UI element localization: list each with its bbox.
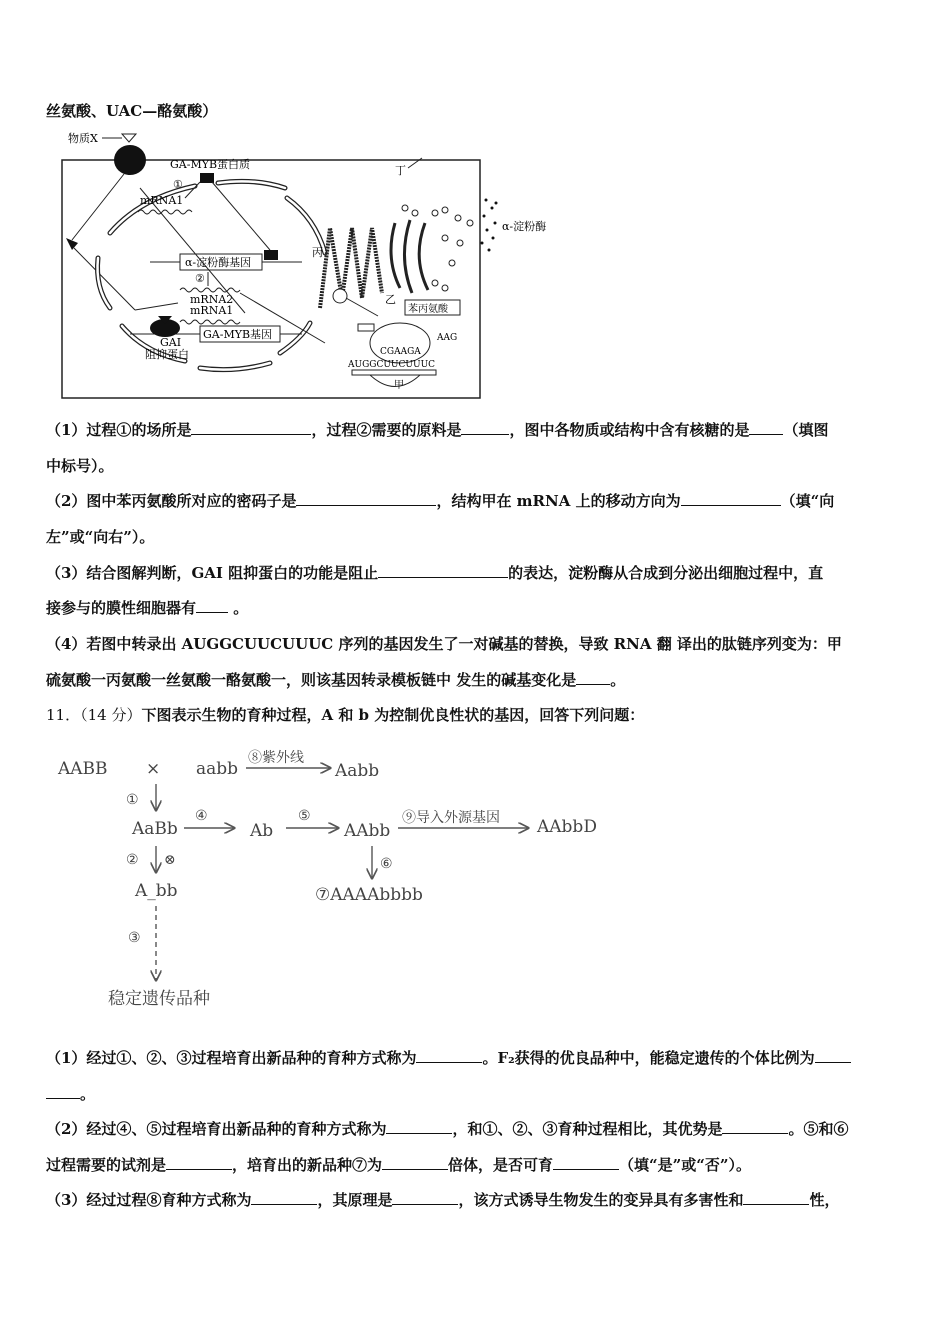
f1-aabb: AaBb — [132, 819, 178, 839]
q11-score: （14 分） — [80, 706, 142, 724]
mrna-sequence-label: AUGGCUUCUUUC — [348, 360, 436, 370]
process-2-label: ② — [195, 272, 205, 285]
tetraploid-aaaabbbb: ⑦AAAAbbbb — [315, 885, 423, 905]
vesicles — [402, 205, 473, 291]
ga-myb-protein-icon — [200, 173, 214, 183]
haploid-ab: Ab — [250, 821, 274, 841]
q10-p2-blank-direction[interactable] — [681, 491, 781, 506]
parent-aabb-recessive: aabb — [196, 759, 239, 779]
repressor-label: 阻抑蛋白 — [145, 348, 189, 361]
q10-part3-line2: 接参与的膜性细胞器有 。 — [46, 599, 249, 617]
q11-part2-line1: （2）经过④、⑤过程培育出新品种的育种方式称为 ，和①、②、③育种过程相比，其优势是 。⑤和⑥ — [46, 1120, 849, 1138]
mrna1-bottom-label: mRNA1 — [190, 304, 234, 317]
step5-label: ⑤ — [298, 808, 311, 824]
step2-label: ② — [126, 852, 139, 868]
q11-p3-blank-method[interactable] — [251, 1190, 317, 1205]
q10-part3-line1: （3）结合图解判断，GAI 阻抑蛋白的功能是阻止 的表达，淀粉酶从合成到分泌出细胞过程中，直 — [46, 564, 824, 582]
q10-p1-blank-ribose[interactable] — [749, 420, 783, 435]
q11-stem-text: 下图表示生物的育种过程，A 和 b 为控制优良性状的基因，回答下列问题： — [141, 706, 645, 724]
step8-uv-label: ⑧紫外线 — [248, 750, 304, 766]
selected-a-bb: A_bb — [135, 881, 178, 901]
q11-p2-blank-reagent[interactable] — [166, 1155, 232, 1170]
yi-label: 乙 — [385, 293, 396, 306]
step4-label: ④ — [195, 808, 208, 824]
amylase-label: α-淀粉酶 — [502, 220, 547, 233]
q10-p1-blank-material[interactable] — [461, 420, 509, 435]
q11-p1-blank-method[interactable] — [416, 1048, 482, 1063]
q11-p1-blank-ratio[interactable] — [815, 1048, 851, 1063]
step9-label: ⑨导入外源基因 — [402, 810, 500, 826]
selfing-icon: ⊗ — [164, 852, 176, 868]
q10-part2-line1: （2）图中苯丙氨酸所对应的密码子是 ，结构甲在 mRNA 上的移动方向为 （填“向 — [46, 492, 835, 510]
q11-stem — [46, 705, 644, 725]
substance-x-triangle-icon — [122, 134, 136, 142]
q10-p1-blank-site[interactable] — [191, 420, 311, 435]
amylase-gene-label: α-淀粉酶基因 — [185, 256, 252, 269]
q11-part2-line2: 过程需要的试剂是 ，培育出的新品种⑦为 倍体，是否可育 （填“是”或“否”）。 — [46, 1156, 752, 1174]
jia-label: 甲 — [394, 380, 404, 391]
q11-part1-line2: 。 — [46, 1084, 95, 1104]
mrna2-label: mRNA2 — [190, 293, 234, 306]
ding-label: 丁 — [395, 164, 406, 177]
mrna1-top-label: mRNA1 — [140, 194, 184, 207]
substance-x-label: 物质X — [68, 132, 98, 145]
er-structure — [320, 228, 382, 308]
step3-label: ③ — [128, 930, 141, 946]
ga-myb-gene-label: GA-MYB基因 — [203, 328, 273, 341]
bing-label: 丙 — [312, 246, 323, 259]
parent-aabb-dominant: AABB — [58, 759, 108, 779]
step1-label: ① — [126, 792, 139, 808]
phenylalanine-label: 苯丙氨酸 — [408, 304, 448, 315]
gai-label: GAI — [160, 336, 182, 349]
q10-p4-blank-base-change[interactable] — [576, 670, 610, 685]
mutant-aabb: Aabb — [335, 761, 380, 781]
anticodon-label: AAG — [437, 333, 458, 343]
q10-part4-line1: （4）若图中转录出 AUGGCUUCUUUC 序列的基因发生了一对碱基的替换，导致 RNA 翻 译出的肽链序列变为：甲 — [46, 635, 842, 653]
q11-number: 11． — [46, 706, 81, 724]
q10-p3-blank-organelles[interactable] — [196, 598, 228, 613]
cross-symbol: × — [146, 759, 161, 779]
process-1-label: ① — [173, 178, 183, 191]
breeding-diagram-figure — [50, 742, 630, 1017]
q11-p1-blank-ratio-cont[interactable] — [46, 1084, 80, 1099]
bound-protein-icon — [264, 250, 278, 260]
stable-variety-label: 稳定遗传品种 — [108, 989, 210, 1009]
q10-part4-line2: 硫氨酸一丙氨酸一丝氨酸一酪氨酸一，则该基因转录模板链中 发生的碱基变化是 。 — [46, 671, 626, 689]
q10-part1-line2: 中标号）。 — [46, 457, 114, 475]
top-continuation-line: 丝氨酸、UAC—酪氨酸） — [46, 102, 218, 120]
q11-p3-blank-principle[interactable] — [392, 1190, 458, 1205]
q11-p2-blank-method[interactable] — [386, 1119, 452, 1134]
q10-p2-blank-codon[interactable] — [296, 491, 436, 506]
q11-p3-blank-property[interactable] — [743, 1190, 809, 1205]
q11-p2-blank-fertile[interactable] — [553, 1155, 619, 1170]
transgenic-aabbd: AAbbD — [537, 817, 597, 837]
q10-part2-line2: 左”或“向右”）。 — [46, 528, 155, 546]
q11-part1-line1: （1）经过①、②、③过程培育出新品种的育种方式称为 。F₂获得的优良品种中，能稳定遗传的个体比例为 — [46, 1048, 851, 1068]
receptor-blob — [114, 145, 146, 175]
ga-myb-protein-label: GA-MYB蛋白质 — [170, 158, 251, 171]
q10-p3-blank-expression[interactable] — [378, 563, 508, 578]
step6-label: ⑥ — [380, 856, 393, 872]
trna-sequence-label: CGAAGA — [380, 347, 421, 357]
q11-p2-blank-advantage[interactable] — [722, 1119, 788, 1134]
cell-diagram-figure — [40, 128, 580, 403]
doubled-aabb: AAbb — [344, 821, 391, 841]
q11-p2-blank-ploidy[interactable] — [382, 1155, 448, 1170]
mrna1-top-wave — [138, 210, 192, 214]
q11-part3-line1: （3）经过过程⑧育种方式称为 ，其原理是 ，该方式诱导生物发生的变异具有多害性和 性， — [46, 1191, 840, 1209]
q10-part1-line1: （1）过程①的场所是 ，过程②需要的原料是 ，图中各物质或结构中含有核糖的是 （填图 — [46, 421, 829, 439]
